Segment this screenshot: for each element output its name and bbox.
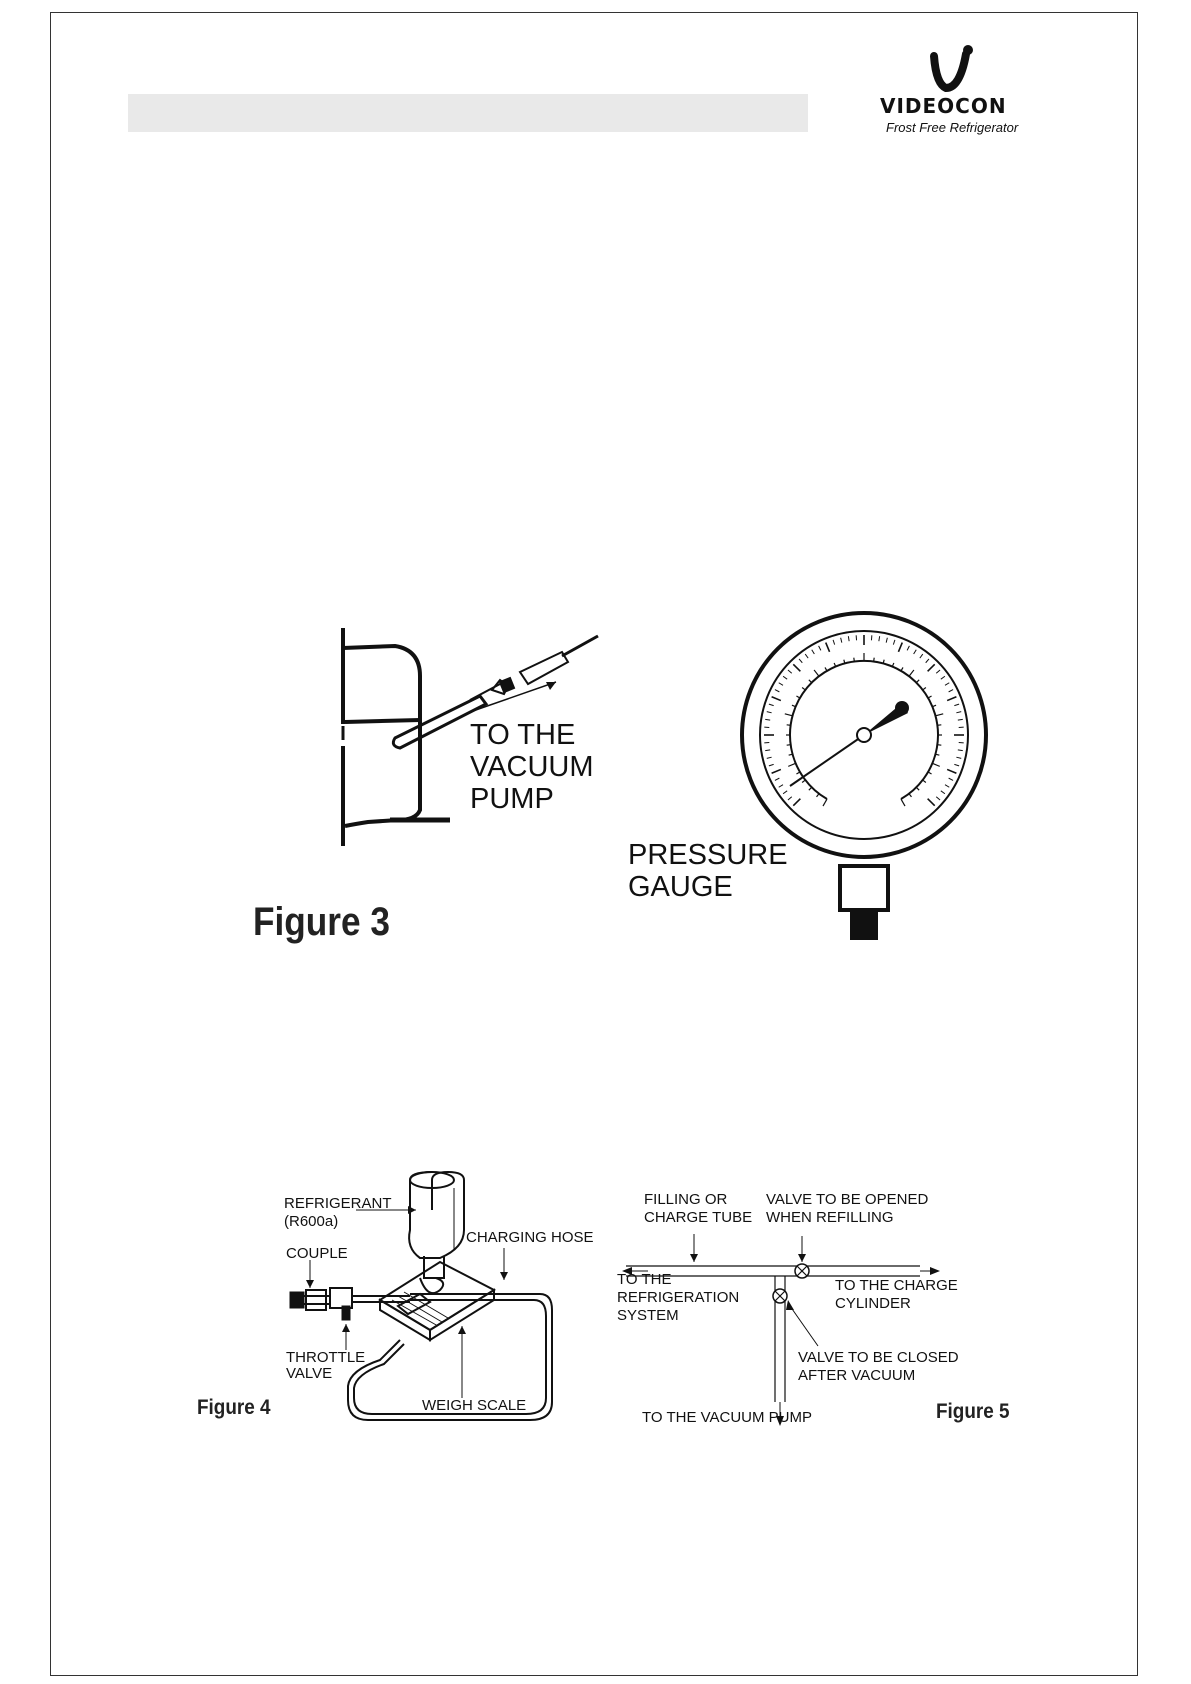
vacuum-label-line2: VACUUM xyxy=(470,751,594,783)
brand-tagline: Frost Free Refrigerator xyxy=(886,120,1019,135)
to-refrigeration-label-line1: TO THE xyxy=(617,1271,672,1288)
to-refrigeration-label-line2: REFRIGERATION xyxy=(617,1289,740,1306)
throttle-valve-label-line1: THROTTLE xyxy=(286,1349,366,1366)
figure-4-caption: Figure 4 xyxy=(197,1396,271,1419)
refrigerant-label-line1: REFRIGERANT xyxy=(284,1195,392,1212)
valve-closed-label-line1: VALVE TO BE CLOSED xyxy=(798,1349,959,1366)
couple-label: COUPLE xyxy=(286,1245,348,1262)
to-charge-cylinder-label-line1: TO THE CHARGE xyxy=(835,1277,958,1294)
valve-open-label-line1: VALVE TO BE OPENED xyxy=(766,1191,929,1208)
to-vacuum-pump-label: TO THE VACUUM PUMP xyxy=(642,1409,813,1426)
gauge-label-line1: PRESSURE xyxy=(628,839,788,871)
figure-5-caption: Figure 5 xyxy=(936,1400,1010,1423)
valve-open-label-line2: WHEN REFILLING xyxy=(766,1209,894,1226)
valve-closed-label-line2: AFTER VACUUM xyxy=(798,1367,916,1384)
to-refrigeration-label-line3: SYSTEM xyxy=(617,1307,679,1324)
brand-name: VIDEOCON xyxy=(880,94,1007,118)
refrigerant-label-line2: (R600a) xyxy=(284,1213,339,1230)
t-connection-diagram xyxy=(622,1234,940,1426)
gauge-label-line2: GAUGE xyxy=(628,871,733,903)
weigh-scale-label: WEIGH SCALE xyxy=(422,1397,527,1414)
throttle-valve-label-line2: VALVE xyxy=(286,1365,333,1382)
figure-3-caption: Figure 3 xyxy=(253,900,390,944)
vacuum-label-line1: TO THE xyxy=(470,719,576,751)
to-charge-cylinder-label-line2: CYLINDER xyxy=(835,1295,911,1312)
filling-tube-label-line2: CHARGE TUBE xyxy=(644,1209,753,1226)
filling-tube-label-line1: FILLING OR xyxy=(644,1191,728,1208)
charging-hose-label: CHARGING HOSE xyxy=(466,1229,594,1246)
vacuum-label-line3: PUMP xyxy=(470,783,554,815)
pressure-gauge-icon xyxy=(742,613,986,940)
